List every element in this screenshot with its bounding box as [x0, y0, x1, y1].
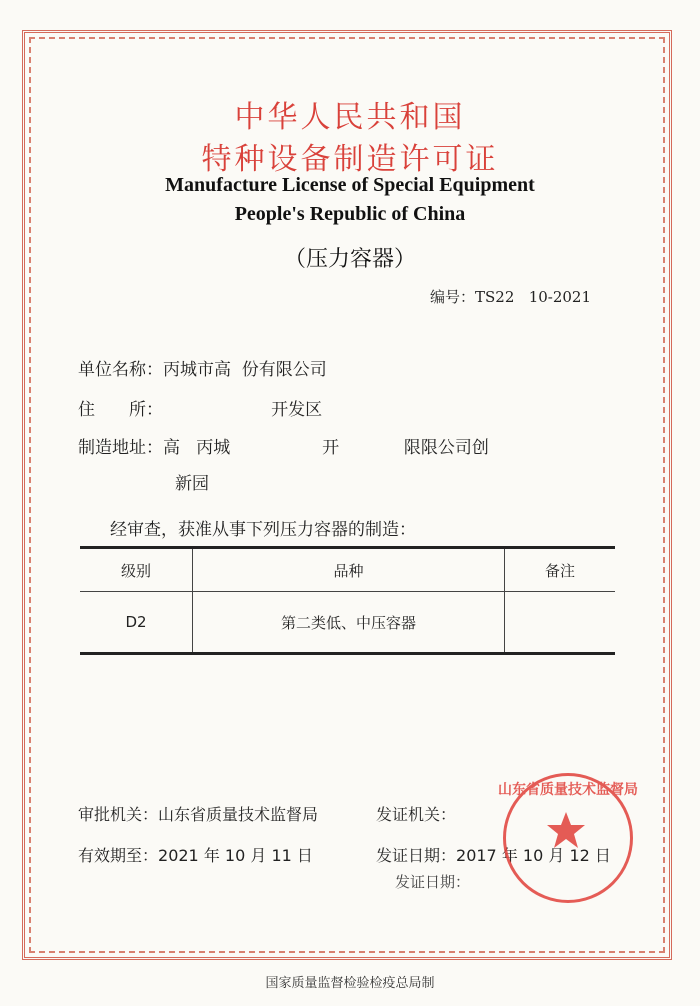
issue-date-label: 发证日期：: [376, 846, 457, 865]
field-unit-name: [78, 360, 327, 380]
header-variety: 品种: [193, 548, 505, 592]
field-label: 制造地址：: [78, 438, 163, 458]
cell-remarks: [505, 592, 616, 654]
field-value: 高 丙城 开 限限公司创: [163, 438, 489, 458]
header-level: 级别: [80, 548, 193, 592]
footer-issuer: 国家质量监督检验检疫总局制: [265, 976, 435, 991]
approver: [78, 805, 318, 825]
field-address: [78, 400, 322, 420]
number-value: TS22 10-2021: [475, 288, 592, 306]
field-label: 住 所：: [78, 400, 163, 420]
title-en-line2: People's Republic of China: [234, 203, 466, 225]
issue-date-value: 2017 年 10 月 12 日: [456, 846, 611, 865]
field-manufacture-address: [78, 438, 489, 458]
valid-value: 2021 年 10 月 11 日: [158, 846, 313, 865]
table-header-row: [80, 548, 615, 592]
cell-variety: 第二类低、中压容器: [193, 592, 505, 654]
field-value: 开发区: [163, 400, 323, 420]
table-row: [80, 592, 615, 654]
approver-label: 审批机关：: [78, 805, 159, 824]
issuer-label: 发证机关：: [376, 805, 457, 824]
approval-intro: 经审查，获准从事下列压力容器的制造：: [110, 520, 416, 540]
title-en-line1: Manufacture License of Special Equipment: [165, 174, 535, 196]
issue-date-label-duplicate: 发证日期：: [395, 873, 471, 891]
header-remarks: 备注: [505, 548, 616, 592]
field-value: 丙城市高 份有限公司: [163, 360, 327, 380]
valid-label: 有效期至：: [78, 846, 159, 865]
star-icon: [546, 810, 586, 850]
title-cn-line1: 中华人民共和国: [234, 100, 466, 135]
cell-level: D2: [80, 592, 193, 654]
license-number: [430, 286, 591, 307]
official-seal: [498, 773, 638, 903]
number-label: 编号：: [430, 288, 476, 306]
subtitle: （压力容器）: [283, 247, 416, 272]
approver-value: 山东省质量技术监督局: [158, 805, 319, 824]
field-label: 单位名称：: [78, 360, 163, 380]
scope-table: [80, 546, 615, 655]
valid-until: [78, 846, 313, 866]
seal-text: 山东省质量技术监督局: [498, 782, 638, 798]
field-manufacture-address-cont: 新园: [175, 474, 209, 494]
title-cn-line2: 特种设备制造许可证: [201, 142, 499, 177]
